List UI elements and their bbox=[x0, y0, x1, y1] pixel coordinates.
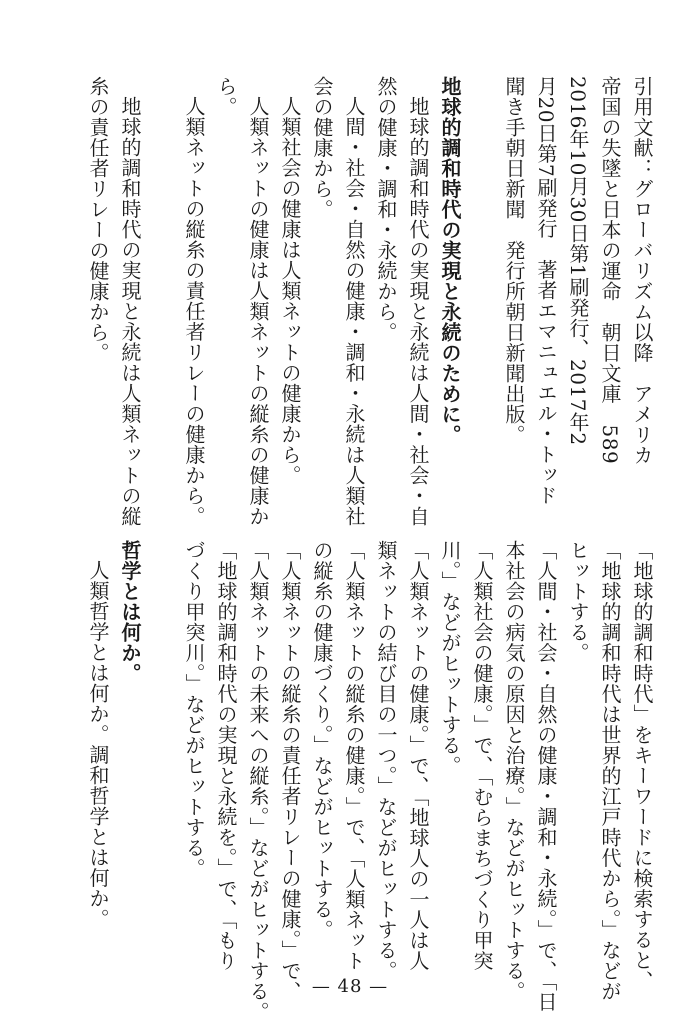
body-line: 人間・社会・自然の健康・調和・永続は人類社 bbox=[342, 96, 366, 527]
search-line: 「人類ネットの健康。」で、「地球人の一人は人 bbox=[406, 540, 430, 971]
body-line: 人類ネットの健康は人類ネットの縦糸の健康か bbox=[246, 96, 270, 527]
body-line: 人類ネットの縦糸の責任者リレーの健康から。 bbox=[182, 96, 206, 527]
citation-line: 帝国の失墜と日本の運命 朝日文庫 589 bbox=[598, 76, 622, 465]
body-line: ら。 bbox=[214, 76, 238, 117]
search-line: 「人類ネットの縦糸の健康。」で、「人類ネット bbox=[342, 540, 366, 971]
section-heading: 哲学とは何か。 bbox=[118, 540, 142, 684]
search-line: ヒットする。 bbox=[566, 540, 590, 663]
spacer bbox=[466, 76, 498, 476]
page-number: — 48 — bbox=[311, 976, 389, 997]
search-line: 「人類社会の健康。」で、「むらまちづくり甲突 bbox=[470, 540, 494, 971]
body-line: 会の健康から。 bbox=[310, 76, 334, 220]
search-line: 「人間・社会・自然の健康・調和・永続。」で、「日 bbox=[534, 540, 558, 1012]
search-line: 「地球的調和時代は世界的江戸時代から。」などが bbox=[598, 540, 622, 1002]
spacer bbox=[146, 540, 178, 940]
body-line: 糸の責任者リレーの健康から。 bbox=[86, 76, 110, 363]
search-line: 本社会の病気の原因と治療。」などがヒットする。 bbox=[502, 540, 526, 1002]
body-line: 然の健康・調和・永続から。 bbox=[374, 76, 398, 343]
search-line: 類ネットの結び目の一つ。」などがヒットする。 bbox=[374, 540, 398, 981]
citation-line: 2016年10月30日第1刷発行、2017年2 bbox=[566, 76, 590, 446]
top-text-block bbox=[82, 76, 658, 527]
body-line: 地球的調和時代の実現と永続は人類ネットの縦 bbox=[118, 96, 142, 527]
search-line: の縦糸の健康づくり。」などがヒットする。 bbox=[310, 540, 334, 940]
citation-line: 引用文献：グローバリズム以降 アメリカ bbox=[630, 76, 654, 466]
body-line: 人類哲学とは何か。調和哲学とは何か。 bbox=[86, 560, 110, 929]
body-line: 人類社会の健康は人類ネットの健康から。 bbox=[278, 96, 302, 486]
body-line: 地球的調和時代の実現と永続は人間・社会・自 bbox=[406, 96, 430, 527]
search-line: づくり甲突川。」などがヒットする。 bbox=[182, 540, 206, 879]
spacer bbox=[146, 76, 178, 476]
search-line: 川。」などがヒットする。 bbox=[438, 540, 462, 776]
search-line: 「人類ネットの未来への縦糸。」などがヒットする。 bbox=[246, 540, 270, 1022]
search-line: 「人類ネットの縦糸の責任者リレーの健康。」で、 bbox=[278, 540, 302, 1002]
search-line: 「地球的調和時代」をキーワードに検索すると、 bbox=[630, 540, 654, 991]
search-line: 「地球的調和時代の実現と永続を。」で、「もり bbox=[214, 540, 238, 971]
citation-line: 聞き手朝日新聞 発行所朝日新聞出版。 bbox=[502, 76, 526, 445]
section-heading: 地球的調和時代の実現と永続のために。 bbox=[438, 76, 462, 445]
citation-line: 月20日第7刷発行 著者エマニュエル・トッド bbox=[534, 76, 558, 506]
